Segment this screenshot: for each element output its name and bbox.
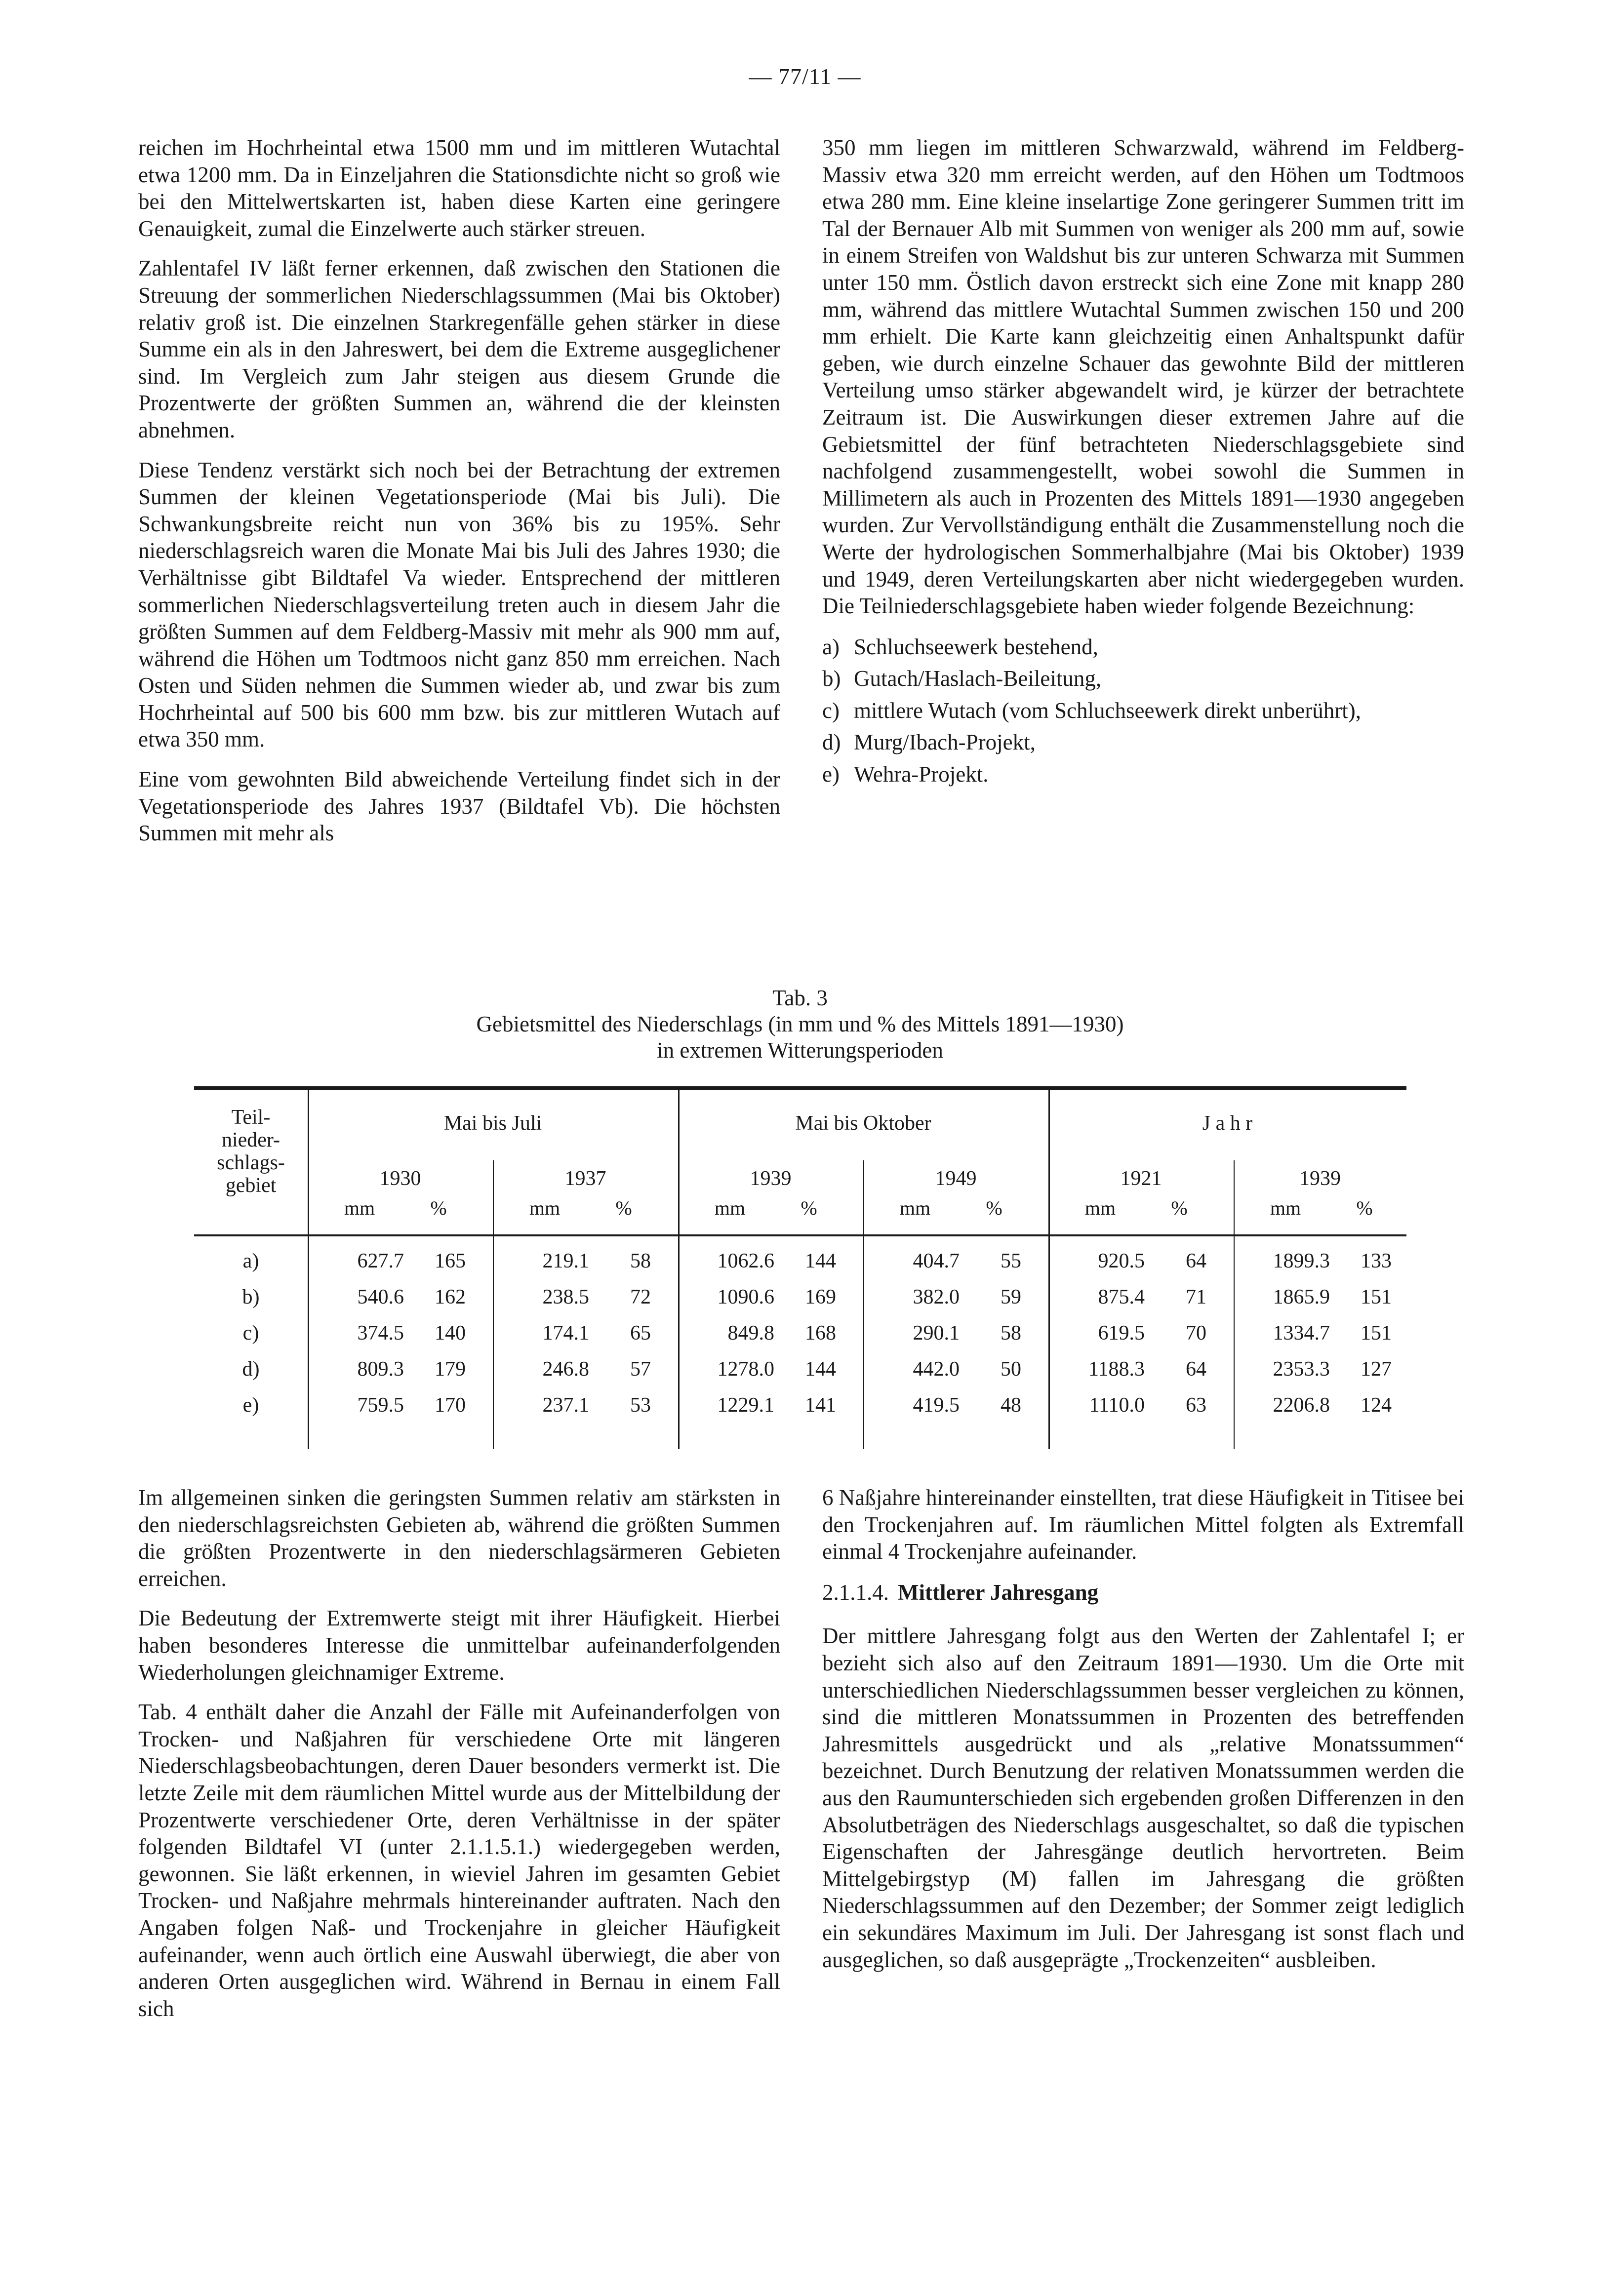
value-mm: 290.1 <box>913 1322 960 1345</box>
value-mm: 382.0 <box>913 1286 960 1308</box>
unit-pct-header: % <box>615 1197 632 1219</box>
value-mm: 237.1 <box>542 1394 589 1417</box>
value-pct: 48 <box>1001 1394 1021 1417</box>
value-pct: 144 <box>805 1250 836 1272</box>
value-pct: 144 <box>805 1358 836 1381</box>
paragraph: Im allgemeinen sinken die geringsten Summen relativ am stärksten in den niederschlagsreichsten Gebieten ab, während die größten Summen die größten Prozentwerte in den niederschlagsärmeren Gebieten erreichen. <box>138 1485 780 1591</box>
page-number: — 77/11 — <box>749 64 861 89</box>
value-pct: 165 <box>435 1250 466 1272</box>
value-mm: 920.5 <box>1098 1250 1145 1272</box>
paragraph: 350 mm liegen im mittleren Schwarzwald, während im Feldberg-Massiv etwa 320 mm erreicht werden, auf den Höhen um Todtmoos etwa 280 mm. Eine kleine inselartige Zone geringerer Summen tritt im Tal der Bernauer Alb mit Summen von weniger als 200 mm auf, sowie in einem Streifen von Waldshut bis zur unteren Schwarza mit Summen unter 150 mm. Östlich davon erstreckt sich eine Zone mit knapp 280 mm, während das mittlere Wutachtal Summen zwischen 150 und 200 mm erhielt. Die Karte kann gleichzeitig einen Anhaltspunkt dafür geben, wie durch einzelne Schauer das gewohnte Bild der mittleren Verteilung umso stärker abgewandelt wird, je kürzer der betrachtete Zeitraum ist. Die Auswirkungen dieser extremen Jahre auf die Gebietsmittel der fünf betrachteten Niederschlagsgebiete sind nachfolgend zusammengestellt, wobei sowohl die Summen in Millimetern als auch in Prozenten des Mittels 1891—1930 angegeben wurden. Zur Vervollständigung enthält die Zusammenstellung noch die Werte der hydrologischen Sommerhalbjahre (Mai bis Oktober) 1939 und 1949, deren Verteilungskarten aber nicht wiedergegeben wurden. Die Teilniederschlagsgebiete haben wieder folgende Bezeichnung: <box>822 135 1464 619</box>
value-pct: 55 <box>1001 1250 1021 1272</box>
table-column-rule <box>678 1090 680 1449</box>
value-mm: 219.1 <box>542 1250 589 1272</box>
value-mm: 174.1 <box>542 1322 589 1345</box>
value-pct: 57 <box>630 1358 651 1381</box>
list-item: c) mittlere Wutach (vom Schluchseewerk direkt unberührt), <box>822 698 1362 723</box>
value-pct: 71 <box>1186 1286 1206 1308</box>
right-column-bottom <box>822 1484 1464 1986</box>
column-year-header: 1949 <box>935 1167 977 1190</box>
table-column-rule <box>1048 1090 1050 1449</box>
value-mm: 1334.7 <box>1273 1322 1330 1345</box>
row-label: c) <box>242 1322 259 1345</box>
column-group-header: J a h r <box>1202 1112 1253 1135</box>
list-item: d) Murg/Ibach-Projekt, <box>822 730 1036 755</box>
stub-header-line: schlags- <box>217 1151 285 1174</box>
value-pct: 58 <box>630 1250 651 1272</box>
unit-mm-header: mm <box>1084 1197 1116 1219</box>
value-mm: 759.5 <box>357 1394 404 1417</box>
unit-mm-header: mm <box>1270 1197 1301 1219</box>
value-mm: 404.7 <box>913 1250 960 1272</box>
unit-mm-header: mm <box>714 1197 746 1219</box>
column-year-header: 1937 <box>564 1167 606 1190</box>
table-column-rule <box>308 1090 309 1449</box>
value-mm: 875.4 <box>1098 1286 1145 1308</box>
column-year-header: 1930 <box>379 1167 421 1190</box>
value-mm: 1110.0 <box>1089 1394 1145 1417</box>
unit-pct-header: % <box>1171 1197 1188 1219</box>
row-label: d) <box>242 1358 260 1381</box>
value-mm: 809.3 <box>357 1358 404 1381</box>
column-group-header: Mai bis Oktober <box>795 1112 931 1135</box>
paragraph: Zahlentafel IV läßt ferner erkennen, daß zwischen den Stationen die Streuung der sommerlichen Niederschlagssummen (Mai bis Oktober) relativ groß ist. Die einzelnen Starkregenfälle gehen stärker in diese Summe ein als in den Jahreswert, bei dem die Extreme ausgeglichener sind. Im Vergleich zum Jahr steigen aus diesem Grunde die Prozentwerte der größten Summen an, während die der kleinsten abnehmen. <box>138 256 780 442</box>
paragraph: Diese Tendenz verstärkt sich noch bei der Betrachtung der extremen Summen der kleinen Vegetationsperiode (Mai bis Juli). Die Schwankungsbreite reicht nun von 36% bis zu 195%. Sehr niederschlagsreich waren die Monate Mai bis Juli des Jahres 1930; die Verhältnisse gibt Bildtafel Va wieder. Entsprechend der mittleren sommerlichen Niederschlagsverteilung treten auch in diesem Jahr die größten Summen auf dem Feldberg-Massiv mit mehr als 900 mm auf, während die Höhen um Todtmoos nicht ganz 850 mm erreichen. Nach Osten und Süden nehmen die Summen wieder ab, und zwar bis zum Hochrheintal auf 500 bis 600 mm bzw. bis zur mittleren Wutach auf etwa 350 mm. <box>138 457 780 752</box>
value-pct: 162 <box>435 1286 466 1308</box>
value-pct: 65 <box>630 1322 651 1345</box>
paragraph: reichen im Hochrheintal etwa 1500 mm und im mittleren Wutachtal etwa 1200 mm. Da in Einzeljahren die Stationsdichte nicht so groß wie bei den Mittelwertskarten ist, haben diese Karten eine geringere Genauigkeit, zumal die Einzelwerte auch stärker streuen. <box>138 135 780 241</box>
unit-mm-header: mm <box>899 1197 931 1219</box>
value-pct: 124 <box>1361 1394 1392 1417</box>
column-group-header: Mai bis Juli <box>443 1112 542 1135</box>
value-pct: 133 <box>1361 1250 1392 1272</box>
left-column-bottom <box>138 1484 780 2035</box>
value-mm: 2353.3 <box>1273 1358 1330 1381</box>
list-item: b) Gutach/Haslach-Beileitung, <box>822 666 1102 691</box>
value-mm: 849.8 <box>727 1322 774 1345</box>
table-column-rule <box>1234 1160 1235 1449</box>
unit-mm-header: mm <box>344 1197 375 1219</box>
stub-header <box>194 1106 308 1197</box>
value-pct: 140 <box>435 1322 466 1345</box>
value-pct: 168 <box>805 1322 836 1345</box>
table-top-rule <box>194 1086 1406 1090</box>
value-pct: 151 <box>1361 1286 1392 1308</box>
basin-list <box>822 633 1464 788</box>
paragraph: Eine vom gewohnten Bild abweichende Verteilung findet sich in der Vegetationsperiode des Jahres 1937 (Bildtafel Vb). Die höchsten Summen mit mehr als <box>138 767 780 846</box>
unit-pct-header: % <box>801 1197 817 1219</box>
value-pct: 50 <box>1001 1358 1021 1381</box>
unit-pct-header: % <box>1356 1197 1373 1219</box>
value-mm: 238.5 <box>542 1286 589 1308</box>
value-mm: 2206.8 <box>1273 1394 1330 1417</box>
column-year-header: 1939 <box>1299 1167 1341 1190</box>
row-label: e) <box>242 1394 259 1417</box>
unit-mm-header: mm <box>529 1197 561 1219</box>
table-column-rule <box>493 1160 494 1449</box>
table-caption <box>296 985 1304 1064</box>
section-heading: 2.1.1.4. Mittlerer Jahresgang <box>822 1580 1099 1605</box>
value-pct: 70 <box>1186 1322 1206 1345</box>
stub-header-line: gebiet <box>225 1174 277 1197</box>
stub-header-line: nieder- <box>221 1129 281 1151</box>
value-mm: 1278.0 <box>717 1358 774 1381</box>
value-pct: 59 <box>1001 1286 1021 1308</box>
column-year-header: 1921 <box>1120 1167 1162 1190</box>
value-pct: 141 <box>805 1394 836 1417</box>
table-title: Gebietsmittel des Niederschlags (in mm und % des Mittels 1891—1930) <box>476 1012 1124 1036</box>
paragraph: Die Bedeutung der Extremwerte steigt mit ihrer Häufigkeit. Hierbei haben besonderes Interesse die unmittelbar aufeinanderfolgenden Wiederholungen gleichnamiger Extreme. <box>138 1606 780 1685</box>
value-mm: 540.6 <box>357 1286 404 1308</box>
column-year-header: 1939 <box>750 1167 792 1190</box>
value-mm: 246.8 <box>542 1358 589 1381</box>
value-pct: 151 <box>1361 1322 1392 1345</box>
row-label: b) <box>242 1286 260 1308</box>
stub-header-line: Teil- <box>231 1106 271 1129</box>
value-mm: 1188.3 <box>1088 1358 1145 1381</box>
value-pct: 64 <box>1186 1358 1206 1381</box>
table-subtitle: in extremen Witterungsperioden <box>657 1038 943 1063</box>
unit-pct-header: % <box>430 1197 447 1219</box>
value-pct: 63 <box>1186 1394 1206 1417</box>
left-column-top <box>138 134 780 860</box>
value-pct: 179 <box>435 1358 466 1381</box>
value-pct: 64 <box>1186 1250 1206 1272</box>
precipitation-table <box>194 1086 1406 1449</box>
value-mm: 1229.1 <box>717 1394 774 1417</box>
table-header-rule <box>194 1234 1406 1236</box>
row-label: a) <box>242 1250 259 1272</box>
value-pct: 58 <box>1001 1322 1021 1345</box>
value-mm: 627.7 <box>357 1250 404 1272</box>
value-mm: 1865.9 <box>1273 1286 1330 1308</box>
list-item: a) Schluchseewerk bestehend, <box>822 634 1098 659</box>
unit-pct-header: % <box>986 1197 1002 1219</box>
paragraph: Tab. 4 enthält daher die Anzahl der Fälle mit Aufeinanderfolgen von Trocken- und Naßjahren für verschiedene Orte mit längeren Niederschlagsbeobachtungen, deren Dauer besonders vermerkt ist. Die letzte Zeile mit dem räumlichen Mittel wurde aus der Mittelbildung der Prozentwerte verschiedener Orte, deren Verhältnisse in der später folgenden Bildtafel VI (unter 2.1.1.5.1.) wiedergegeben werden, gewonnen. Sie läßt erkennen, in wieviel Jahren im gesamten Gebiet Trocken- und Naßjahre mehrmals hintereinander auftraten. Nach den Angaben folgen Naß- und Trockenjahre in gleicher Häufigkeit aufeinander, wenn auch örtlich eine Auswahl überwiegt, die aber von anderen Orten ausgeglichen wird. Während in Bernau in einem Fall sich <box>138 1700 780 2021</box>
paragraph: Der mittlere Jahresgang folgt aus den Werten der Zahlentafel I; er bezieht sich also auf den Zeitraum 1891—1930. Um die Orte mit unterschiedlichen Niederschlagssummen besser vergleichen zu können, sind die mittleren Monatssummen in Prozenten des betreffenden Jahresmittels ausgedrückt und als „relative Monatssummen“ bezeichnet. Durch Benutzung der relativen Monatssummen werden die aus den Raumunterschieden sich ergebenden großen Differenzen in den Absolutbeträgen des Niederschlags ausgeschaltet, so daß die typischen Eigenschaften der Jahresgänge deutlich hervortreten. Beim Mittelgebirgstyp (M) fallen im Jahresgang die größten Niederschlagssummen auf den Dezember; der Sommer zeigt lediglich ein sekundäres Maximum im Juli. Der Jahresgang ist sonst flach und ausgeglichen, so daß ausgeprägte „Trockenzeiten“ ausbleiben. <box>822 1623 1464 1972</box>
value-mm: 1090.6 <box>717 1286 774 1308</box>
table-column-rule <box>863 1160 864 1449</box>
right-column-top <box>822 134 1464 793</box>
value-pct: 72 <box>630 1286 651 1308</box>
value-mm: 442.0 <box>913 1358 960 1381</box>
table-label: Tab. 3 <box>772 986 828 1010</box>
value-pct: 170 <box>435 1394 466 1417</box>
value-mm: 619.5 <box>1098 1322 1145 1345</box>
value-mm: 1899.3 <box>1273 1250 1330 1272</box>
paragraph: 6 Naßjahre hintereinander einstellten, trat diese Häufigkeit in Titisee bei den Trockenjahren auf. Im räumlichen Mittel folgten als Extremfall einmal 4 Trockenjahre aufeinander. <box>822 1485 1464 1564</box>
value-mm: 374.5 <box>357 1322 404 1345</box>
value-pct: 127 <box>1361 1358 1392 1381</box>
value-pct: 53 <box>630 1394 651 1417</box>
value-pct: 169 <box>805 1286 836 1308</box>
value-mm: 419.5 <box>913 1394 960 1417</box>
value-mm: 1062.6 <box>717 1250 774 1272</box>
list-item: e) Wehra-Projekt. <box>822 762 989 787</box>
